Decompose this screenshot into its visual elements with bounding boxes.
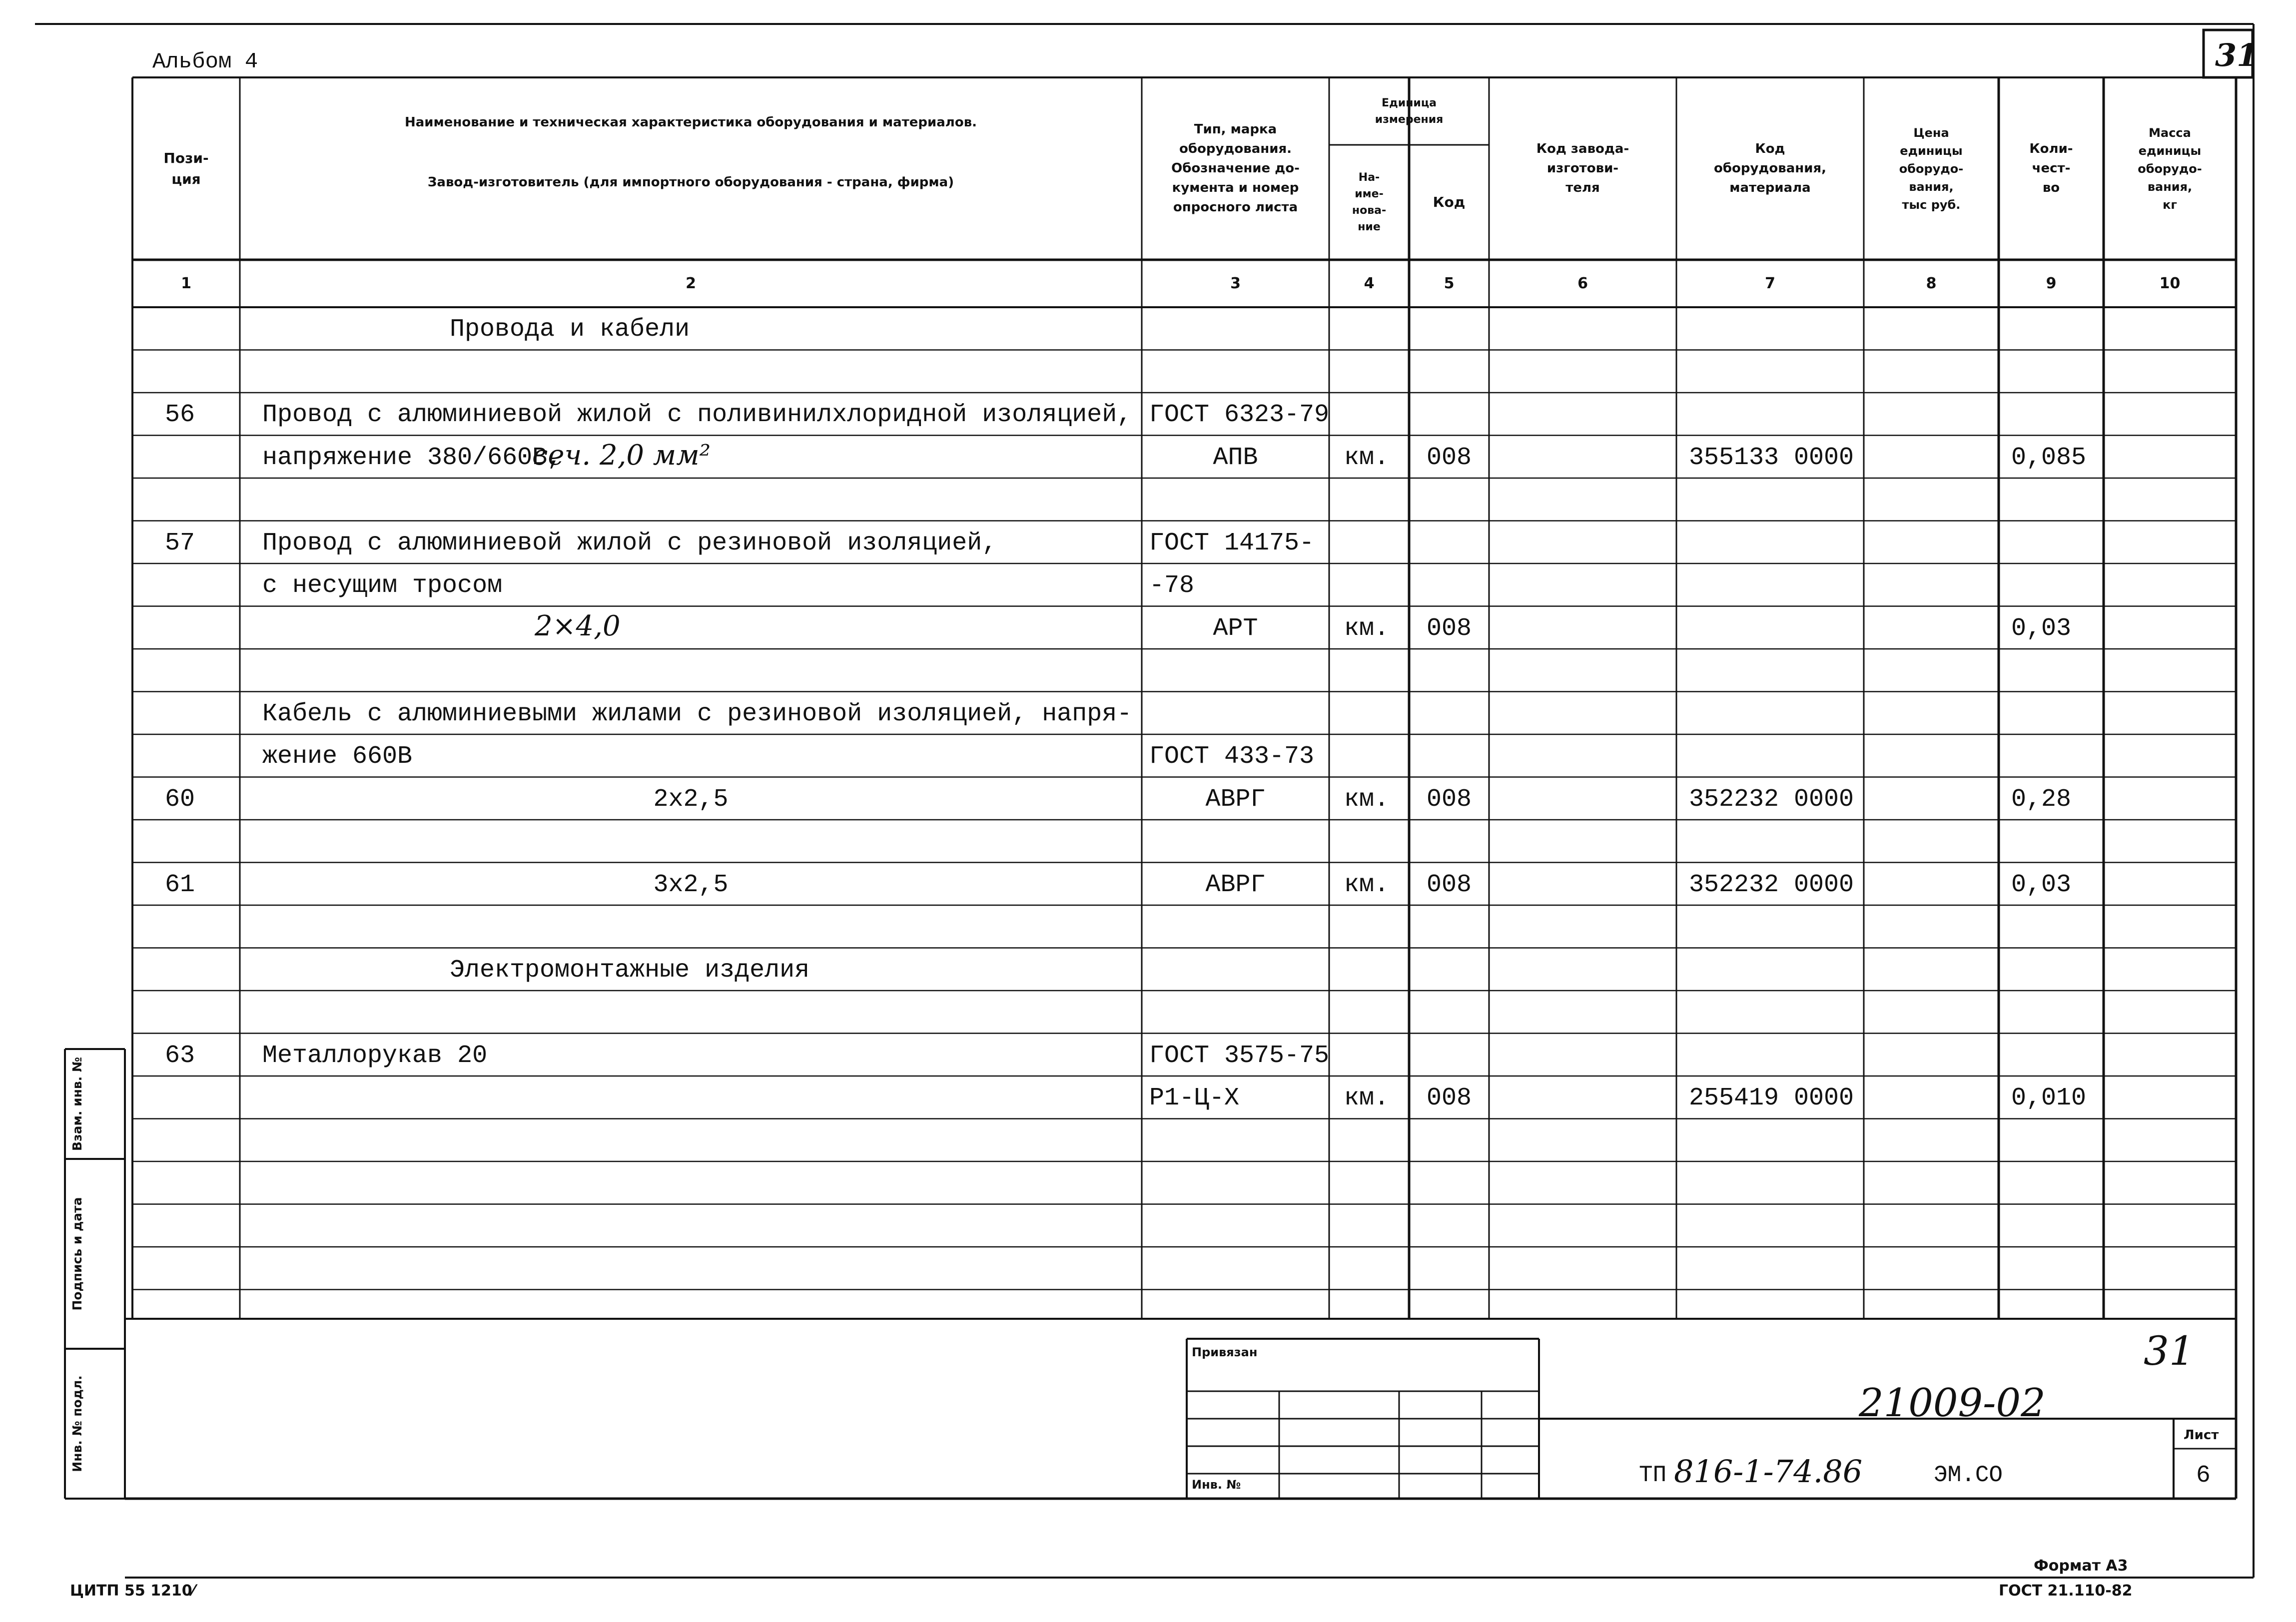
row-type: АВРГ [1205, 785, 1266, 814]
row-quantity: 0,28 [2011, 785, 2072, 814]
header-equipment-code: Код оборудования, материала [1713, 141, 1827, 195]
row-name: Провод с алюминиевой жилой с поливинилхлоридной изоляцией, [262, 401, 1132, 429]
stamp-original-inv: Инв. № подл. [70, 1375, 84, 1472]
header-unit-code: Код [1433, 194, 1466, 210]
column-number: 5 [1444, 275, 1455, 292]
row-unit: км. [1344, 1084, 1390, 1112]
header-unit-group: Единица измерения [1375, 96, 1444, 126]
header-unit-name: На- име- нова- ние [1352, 171, 1387, 233]
row-type: ГОСТ 3575-75 [1149, 1041, 1330, 1070]
column-number: 7 [1765, 275, 1775, 292]
page-corner-number: 31 [2215, 37, 2259, 73]
row-position: 56 [165, 401, 195, 429]
sheet-label: Лист [2184, 1428, 2219, 1443]
row-quantity: 0,03 [2011, 614, 2072, 643]
row-type: ГОСТ 6323-79 [1149, 401, 1330, 429]
handwritten-note: сеч. 2,0 мм² [532, 439, 711, 472]
row-quantity: 0,03 [2011, 870, 2072, 899]
row-equipment-code: 352232 0000 [1689, 870, 1854, 899]
stamp-signature-date: Подпись и дата [70, 1197, 84, 1311]
row-name: Кабель с алюминиевыми жилами с резиновой изоляцией, напря- [262, 699, 1132, 728]
header-position: Пози- ция [163, 149, 209, 187]
row-name: Провод с алюминиевой жилой с резиновой изоляцией, [262, 529, 997, 557]
row-equipment-code: 355133 0000 [1689, 443, 1854, 472]
row-equipment-code: 352232 0000 [1689, 785, 1854, 814]
row-name: с несущим тросом [262, 571, 503, 600]
header-factory-code: Код завода- изготови- теля [1536, 141, 1629, 195]
row-position: 63 [165, 1041, 195, 1070]
column-number: 6 [1577, 275, 1588, 292]
section-heading: Провода и кабели [450, 315, 690, 344]
row-type: ГОСТ 14175- [1149, 529, 1315, 557]
row-type: -78 [1149, 571, 1195, 600]
format-label: Формат А3 [2034, 1557, 2128, 1575]
row-unit-code: 008 [1427, 614, 1472, 643]
column-number: 8 [1926, 275, 1937, 292]
header-type: Тип, марка оборудования. Обозначение до- кумента и номер опросного листа [1171, 122, 1300, 215]
big-sheet-number: 31 [2144, 1328, 2195, 1374]
sheet-number: 6 [2196, 1462, 2211, 1489]
column-number: 4 [1364, 275, 1375, 292]
row-unit-code: 008 [1427, 443, 1472, 472]
header-name-line2: Завод-изготовитель (для импортного оборудования - страна, фирма) [427, 174, 954, 190]
row-name: напряжение 380/660В, [262, 443, 563, 472]
project-code: 816-1-74.86 [1674, 1453, 1863, 1490]
document-code: 21009-02 [1859, 1381, 2046, 1426]
row-name: 3х2,5 [653, 870, 729, 899]
column-number: 1 [181, 275, 191, 292]
row-type: Р1-Ц-Х [1149, 1084, 1240, 1112]
row-quantity: 0,010 [2011, 1084, 2087, 1112]
row-unit: км. [1344, 443, 1390, 472]
row-type: ГОСТ 433-73 [1149, 742, 1315, 771]
header-name-line1: Наименование и техническая характеристика оборудования и материалов. [404, 114, 977, 130]
row-type: АРТ [1213, 614, 1258, 643]
row-quantity: 0,085 [2011, 443, 2087, 472]
header-quantity: Коли- чест- во [2029, 141, 2073, 195]
column-number: 2 [686, 275, 696, 292]
row-name: 2х2,5 [653, 785, 729, 814]
handwritten-note: 2×4,0 [535, 609, 621, 642]
column-number: 3 [1230, 275, 1241, 292]
row-equipment-code: 255419 0000 [1689, 1084, 1854, 1112]
format-gost: ГОСТ 21.110-82 [1999, 1582, 2133, 1600]
header-price: Цена единицы оборудо- вания, тыс руб. [1899, 125, 1964, 212]
row-unit: км. [1344, 870, 1390, 899]
stamp-replaced-inv: Взам. инв. № [70, 1057, 84, 1151]
row-type: АПВ [1213, 443, 1258, 472]
inv-no-label: Инв. № [1192, 1478, 1241, 1492]
row-unit: км. [1344, 614, 1390, 643]
row-name: жение 660В [262, 742, 413, 771]
row-type: АВРГ [1205, 870, 1266, 899]
album-label: Альбом 4 [152, 49, 258, 74]
row-position: 61 [165, 870, 195, 899]
footer-left-code: ЦИТП 55 1210⁄ [70, 1582, 195, 1600]
privyazan-label: Привязан [1192, 1345, 1258, 1359]
column-number: 10 [2159, 275, 2181, 292]
project-prefix: ТП [1639, 1462, 1667, 1488]
row-unit-code: 008 [1427, 870, 1472, 899]
row-unit-code: 008 [1427, 1084, 1472, 1112]
row-unit: км. [1344, 785, 1390, 814]
section-heading: Электромонтажные изделия [450, 956, 810, 985]
document-mark: ЭМ.СО [1934, 1462, 2003, 1488]
row-name: Металлорукав 20 [262, 1041, 488, 1070]
header-mass: Масса единицы оборудо- вания, кг [2138, 125, 2202, 212]
row-position: 57 [165, 529, 195, 557]
column-number: 9 [2046, 275, 2057, 292]
row-unit-code: 008 [1427, 785, 1472, 814]
row-position: 60 [165, 785, 195, 814]
